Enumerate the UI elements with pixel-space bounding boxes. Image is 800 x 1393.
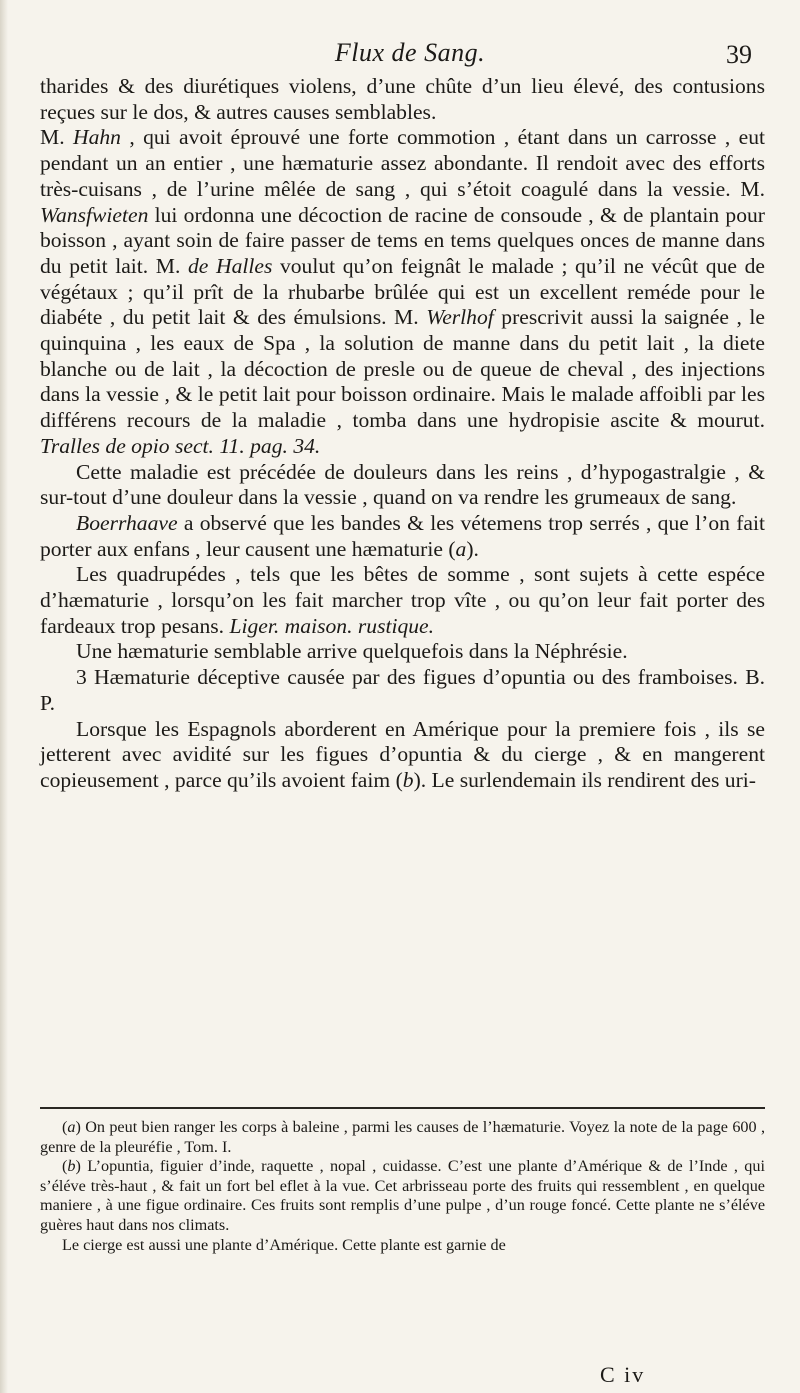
footnote [40, 1118, 765, 1157]
signature-mark: C iv [600, 1362, 646, 1387]
text-run: ( [62, 1157, 68, 1176]
italic-text: a [67, 1118, 76, 1136]
italic-text: Liger. maison. rustique. [229, 613, 435, 638]
italic-text: Tralles de opio sect. 11. pag. 34. [40, 433, 321, 458]
paragraph [40, 125, 765, 459]
text-run: 3 Hæmaturie déceptive causée par des figues d’opuntia ou des framboises. B. P. [40, 665, 765, 715]
running-head [60, 38, 760, 74]
text-run: , qui avoit éprouvé une forte commotion , étant dans un carrosse , eut pendant un an entier , une hæmaturie assez abondante. Il rendoit avec des efforts très-cuisans , de l’urine mêlée de sang , qui s’étoit coagulé dans la vessie. M. [40, 125, 766, 201]
paragraph [40, 460, 765, 511]
page-number: 39 [726, 40, 752, 69]
text-run: Lorsque les Espagnols aborderent en Amérique pour la premiere fois , ils se jetterent avec avidité sur les figues d’opuntia & du cierge , & en mangerent copieusement , parce qu’ils avoient faim ( [40, 716, 765, 792]
paragraph [40, 717, 765, 794]
text-run: tharides & des diurétiques violens, d’une chûte d’un lieu élevé, des contusions reçues sur le dos, & autres causes semblables. [40, 74, 765, 124]
italic-text: Hahn [72, 125, 121, 150]
footnote-rule [40, 1107, 765, 1109]
italic-text: b [402, 767, 414, 792]
italic-text: Werlhof [426, 305, 494, 330]
text-run: Les quadrupédes , tels que les bêtes de somme , sont sujets à cette espéce d’hæmaturie , lorsqu’on les fait marcher trop vîte , ou qu’on leur fait porter des fardeaux trop pesans. [40, 562, 765, 638]
text-run: prescrivit aussi la saignée , le quinquina , les eaux de Spa , la solution de manne dans du petit lait , la diete blanche ou de lait , la décoction de presle ou de queue de cheval , des injections dans la vessie , & le petit lait pour boisson ordinaire. Mais le malade affoibli par les différens recours de la maladie , tomba dans une hydropisie ascite & mourut. [40, 305, 765, 433]
paragraph [40, 665, 765, 716]
text-run: M. [40, 125, 73, 150]
italic-text: b [67, 1157, 76, 1176]
text-run: voulut qu’on feignât le malade ; qu’il ne vécût que de végétaux ; qu’il prît de la rhubarbe brûlée qui est un excellent reméde pour le diabéte , du petit lait & des émulsions. M. [40, 253, 765, 330]
footnote [40, 1157, 765, 1235]
paragraph [40, 639, 765, 665]
paragraph [40, 562, 765, 639]
running-title: Flux de Sang. [334, 38, 486, 67]
text-run: Cette maladie est précédée de douleurs dans les reins , d’hypogastralgie , & sur-tout d’une douleur dans la vessie , quand on va rendre les grumeaux de sang. [40, 459, 765, 510]
footnote [40, 1236, 765, 1256]
main-text [40, 74, 765, 794]
text-run: ) On peut bien ranger les corps à baleine , parmi les causes de l’hæmaturie. Voyez la note de la page 600 , genre de la pleuréfie , Tom. I. [40, 1118, 765, 1156]
text-run: ) L’opuntia, figuier d’inde, raquette , nopal , cuidasse. C’est une plante d’Amérique & de l’Inde , qui s’éléve très-haut , & fait un fort bel eflet à la vue. Cet arbrisseau porte des fruits qui ressemblent , en quelque maniere , à une figue ordinaire. Ces fruits sont remplis d’une pulpe , d’un rouge foncé. Cette plante ne s’éléve guères haut dans nos climats. [40, 1157, 765, 1234]
italic-text: Boerrhaave [76, 510, 178, 535]
text-run: Une hæmaturie semblable arrive quelquefois dans la Néphrésie. [76, 639, 628, 664]
text-run: ). Le surlendemain ils rendirent des uri- [413, 767, 756, 792]
italic-text: a [455, 536, 467, 561]
paragraph [40, 74, 765, 125]
text-run: ). [466, 536, 479, 561]
text-run: ( [62, 1118, 68, 1136]
text-run: lui ordonna une décoction de racine de consoude , & de plantain pour boisson , ayant soin de faire passer de tems en tems quelques onces de manne dans du petit lait. M. [40, 202, 765, 278]
text-run: a observé que les bandes & les vétemens trop serrés , que l’on fait porter aux enfans , leur causent une hæmaturie ( [40, 510, 765, 561]
page-gutter-shadow [0, 0, 8, 1393]
italic-text: de Halles [187, 253, 273, 278]
text-run: Le cierge est aussi une plante d’Amérique. Cette plante est garnie de [62, 1235, 506, 1254]
footnotes [40, 1118, 765, 1255]
paragraph [40, 511, 765, 562]
italic-text: Wansfwieten [40, 202, 149, 227]
